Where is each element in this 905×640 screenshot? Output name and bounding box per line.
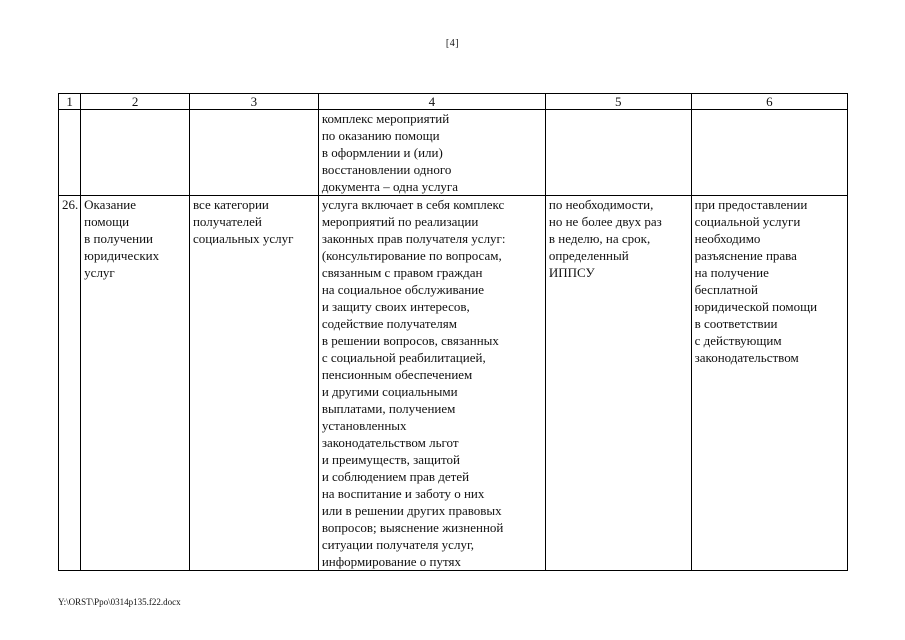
cell-service-name: Оказание помощи в получении юридических услуг bbox=[81, 196, 190, 571]
cell-description: комплекс мероприятий по оказанию помощи в оформлении и (или) восстановлении одного документа – одна услуга bbox=[318, 110, 545, 196]
cell-service-name bbox=[81, 110, 190, 196]
header-col-3: 3 bbox=[189, 94, 318, 110]
header-col-5: 5 bbox=[545, 94, 691, 110]
cell-categories: все категории получателей социальных услуг bbox=[189, 196, 318, 571]
header-col-6: 6 bbox=[691, 94, 847, 110]
cell-number: 26. bbox=[59, 196, 81, 571]
table-row-continuation bbox=[59, 110, 848, 196]
table-header-row bbox=[59, 94, 848, 110]
page-number: [4] bbox=[445, 38, 460, 49]
header-col-2: 2 bbox=[81, 94, 190, 110]
cell-conditions bbox=[691, 110, 847, 196]
table-row-26 bbox=[59, 196, 848, 571]
cell-number bbox=[59, 110, 81, 196]
cell-description: услуга включает в себя комплекс мероприятий по реализации законных прав получателя услуг: (консультирование по вопросам, связанным с правом граждан на социальное обслуживание и защиту своих интересов, содействие получателям в решении вопросов, связанных с социальной реабилитацией, пенсионным обеспечением и другими социальными выплатами, получением установленных законодательством льгот и преимуществ, защитой и соблюдением прав детей на воспитание и заботу о них или в решении других правовых вопросов; выяснение жизненной ситуации получателя услуг, информирование о путях bbox=[318, 196, 545, 571]
header-col-1: 1 bbox=[59, 94, 81, 110]
header-col-4: 4 bbox=[318, 94, 545, 110]
cell-conditions: при предоставлении социальной услуги необходимо разъяснение права на получение бесплатной юридической помощи в соответствии с действующим законодательством bbox=[691, 196, 847, 571]
services-table bbox=[58, 93, 848, 571]
cell-categories bbox=[189, 110, 318, 196]
cell-frequency: по необходимости, но не более двух раз в неделю, на срок, определенный ИППСУ bbox=[545, 196, 691, 571]
file-path-footer: Y:\ORST\Ppo\0314p135.f22.docx bbox=[58, 597, 181, 607]
cell-frequency bbox=[545, 110, 691, 196]
